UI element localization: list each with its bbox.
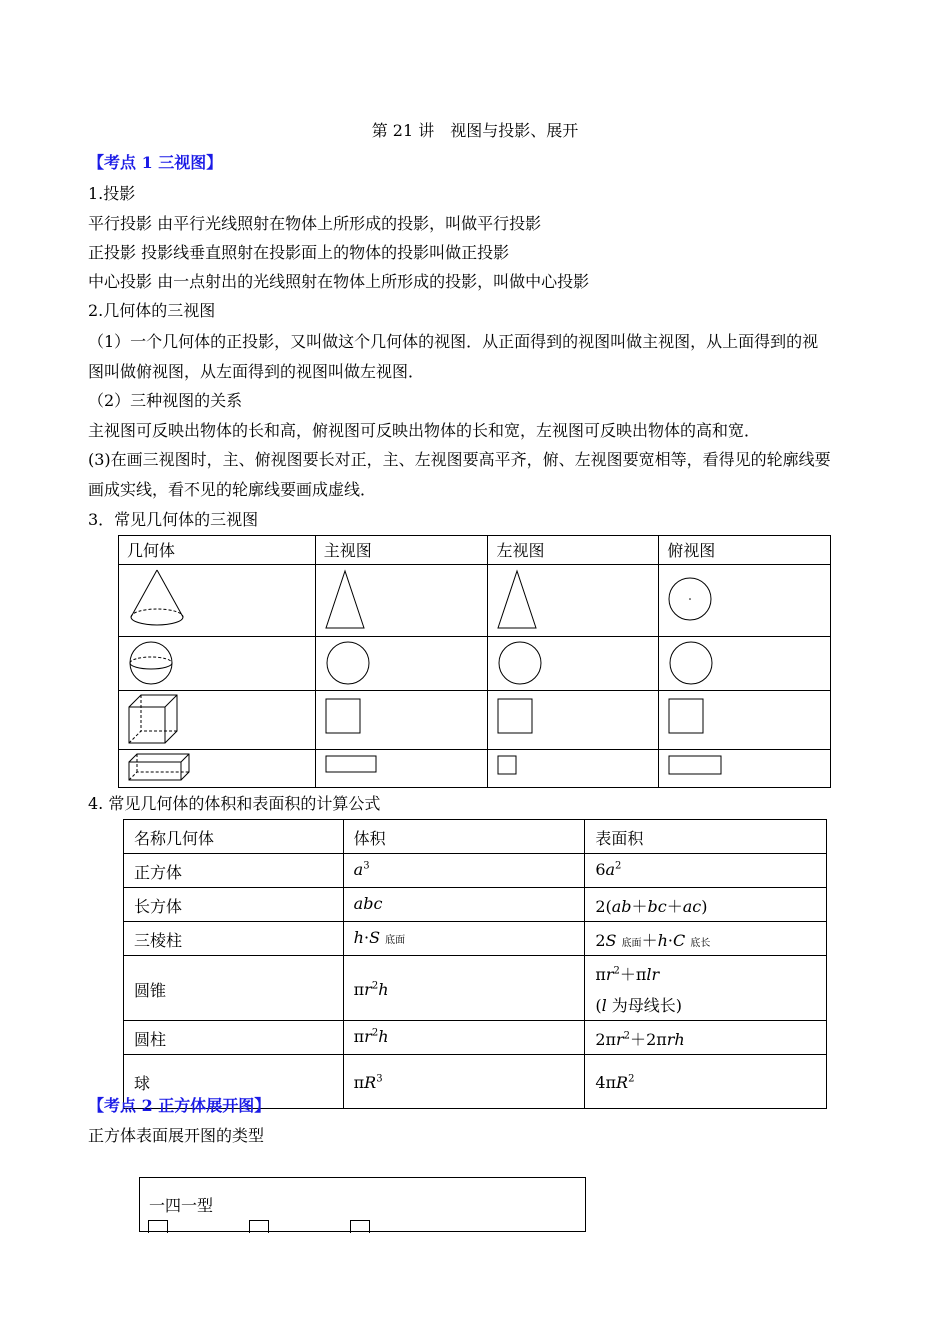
paragraph: (3)在画三视图时，主、俯视图要长对正，主、左视图要高平齐，俯、左视图要宽相等，看得见的轮廓线要 (88, 450, 831, 469)
page-title: 第 21 讲 视图与投影、展开 (371, 121, 579, 140)
three-views-table (118, 535, 831, 788)
paragraph: 4. 常见几何体的体积和表面积的计算公式 (88, 794, 381, 813)
paragraph: 正投影 投影线垂直照射在投影面上的物体的投影叫做正投影 (88, 243, 510, 262)
paragraph: 画成实线，看不见的轮廓线要画成虚线． (88, 480, 377, 499)
cone-icon (127, 567, 187, 633)
table-cell: $\pi R^3$ (343, 1055, 585, 1109)
circle-icon (667, 639, 727, 687)
table-header: 主视图 (315, 536, 488, 565)
rectangle-icon (324, 752, 394, 784)
paragraph: （1）一个几何体的正投影，又叫做这个几何体的视图．从正面得到的视图叫做主视图，从上面得到的视 (88, 332, 819, 351)
table-cell: 三棱柱 (124, 922, 344, 956)
table-header: 表面积 (585, 820, 827, 854)
paragraph: 主视图可反映出物体的长和高，俯视图可反映出物体的长和宽，左视图可反映出物体的高和宽． (88, 421, 761, 440)
paragraph: 中心投影 由一点射出的光线照射在物体上所形成的投影，叫做中心投影 (88, 272, 590, 291)
paragraph: 正方体表面展开图的类型 (88, 1126, 265, 1145)
table-cell: $\pi r^2+\pi lr$ (l 为母线长) (585, 956, 827, 1021)
square-icon (249, 1220, 269, 1233)
circle-icon (324, 639, 384, 687)
table-cell: $2\pi r^2+2\pi rh$ (585, 1021, 827, 1055)
square-icon (350, 1220, 370, 1233)
cube-icon (127, 693, 187, 747)
square-icon (496, 693, 556, 747)
table-header: 左视图 (488, 536, 659, 565)
unfold-type-label: 一四一型 (149, 1196, 214, 1215)
sphere-icon (127, 639, 187, 687)
unfold-type-box (139, 1177, 586, 1232)
circle-icon (496, 639, 556, 687)
triangle-icon (496, 567, 546, 633)
paragraph: 平行投影 由平行光线照射在物体上所形成的投影，叫做平行投影 (88, 214, 542, 233)
table-cell: 长方体 (124, 888, 344, 922)
table-cell: 正方体 (124, 854, 344, 888)
table-header: 名称几何体 (124, 820, 344, 854)
table-header: 俯视图 (659, 536, 831, 565)
circle-with-center-icon (667, 567, 727, 633)
paragraph: 3．常见几何体的三视图 (88, 510, 259, 529)
table-cell: h·S 底面 (343, 922, 585, 956)
paragraph: （2）三种视图的关系 (88, 391, 243, 410)
table-cell: 2S 底面＋h·C 底长 (585, 922, 827, 956)
square-icon (324, 693, 384, 747)
section-heading-1: 【考点 1 三视图】 (88, 153, 223, 172)
table-header: 体积 (343, 820, 585, 854)
table-header: 几何体 (119, 536, 316, 565)
square-icon (667, 693, 727, 747)
formula-table (123, 819, 827, 1109)
table-cell: 球 (124, 1055, 344, 1109)
rectangle-icon (667, 752, 737, 784)
table-cell: $4\pi R^2$ (585, 1055, 827, 1109)
paragraph: 2.几何体的三视图 (88, 301, 216, 320)
triangle-icon (324, 567, 374, 633)
paragraph: 1.投影 (88, 184, 136, 203)
section-heading-2: 【考点 2 正方体展开图】 (88, 1096, 271, 1115)
table-cell: $a^3$ (343, 854, 585, 888)
table-cell: 圆柱 (124, 1021, 344, 1055)
table-cell: 2(ab＋bc＋ac) (585, 888, 827, 922)
paragraph: 图叫做俯视图，从左面得到的视图叫做左视图． (88, 362, 425, 381)
table-cell: $\pi r^2h$ (343, 956, 585, 1021)
square-icon (148, 1220, 168, 1233)
cuboid-icon (127, 752, 197, 784)
table-cell: $\pi r^2h$ (343, 1021, 585, 1055)
table-cell: abc (343, 888, 585, 922)
table-cell: 圆锥 (124, 956, 344, 1021)
table-cell: $6a^2$ (585, 854, 827, 888)
small-square-icon (496, 752, 566, 784)
